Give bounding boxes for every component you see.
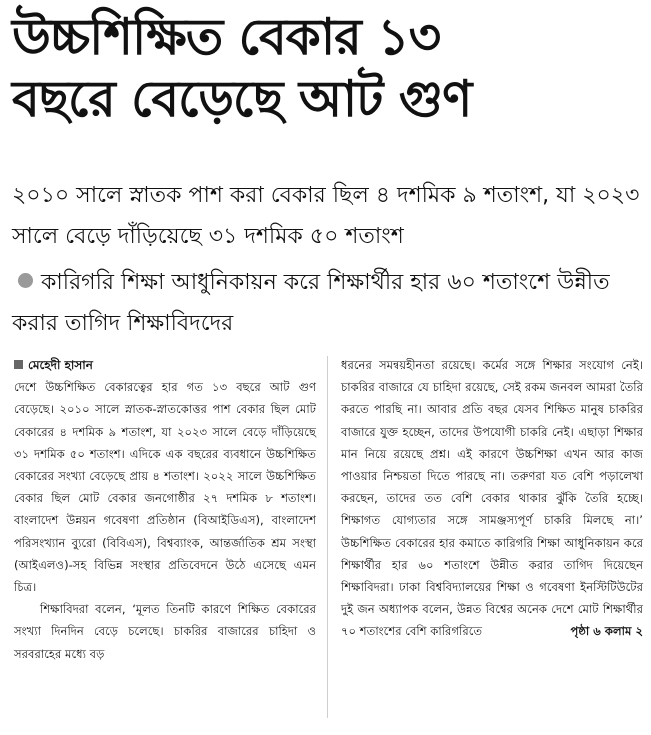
column-divider [327,356,328,718]
byline-text: মেহেদী হাসান [28,358,93,372]
paragraph-2: শিক্ষাবিদরা বলেন, ‘মূলত তিনটি কারণে শিক্ষিত বেকারের সংখ্যা দিনদিন বেড়ে চলেছে। চাকরির বাজারের চাহিদা ও সরবরাহের মধ্যে বড় [14,602,316,661]
article-column-right [341,354,643,643]
byline [14,354,316,376]
subheadline-1: ২০১০ সালে স্নাতক পাশ করা বেকার ছিল ৪ দশমিক ৯ শতাংশ, যা ২০২৩ সালে বেড়ে দাঁড়িয়েছে ৩১ দশমিক ৫০ শতাংশ [12,183,640,249]
square-bullet-icon [14,360,23,369]
subheadline-2 [12,262,642,344]
paragraph-1: দেশে উচ্চশিক্ষিত বেকারত্বের হার গত ১৩ বছরে আট গুণ বেড়েছে। ২০১০ সালে স্নাতক-স্নাতকোত্তর পাশ বেকার ছিল মোট বেকারের ৪ দশমিক ৯ শতাংশ, যা ২০২৩ সালে বেড়ে দাঁড়িয়েছে ৩১ দশমিক ৫০ শতাংশ। এদিকে এক বছরের ব্যবধানে উচ্চশিক্ষিত বেকারের সংখ্যা বেড়েছে প্রায় ৪ শতাংশ। ২০২২ সালে উচ্চশিক্ষিত বেকার ছিল মোট বেকার জনগোষ্ঠীর ২৭ দশমিক ৮ শতাংশ। বাংলাদেশ উন্নয়ন গবেষণা প্রতিষ্ঠান (বিআইডিএস), বাংলাদেশ পরিসংখ্যান ব্যুরো (বিবিএস), বিশ্বব্যাংক, আন্তর্জাতিক শ্রম সংস্থা (আইএলও)-সহ বিভিন্ন সংস্থার প্রতিবেদনে উঠে এসেছে এমন চিত্র। [14,380,316,595]
paragraph-3 [341,354,643,643]
headline [12,6,642,130]
bullet-icon [18,273,33,288]
paragraph-3-text: ধরনের সমন্বয়হীনতা রয়েছে। কর্মের সঙ্গে শিক্ষার সংযোগ নেই। চাকরির বাজারে যে চাহিদা রয়েছে, সেই রকম জনবল আমরা তৈরি করতে পারছি না। আবার প্রতি বছর যেসব শিক্ষিত মানুষ চাকরির বাজারে যুক্ত হচ্ছেন, তাদের উপযোগী চাকরি নেই। এছাড়া শিক্ষার মান নিয়ে রয়েছে প্রশ্ন। এই কারণে উচ্চশিক্ষা এখন আর কাজ পাওয়ার নিশ্চয়তা দিতে পারছে না। তরুণরা যত বেশি পড়ালেখা করছেন, তাদের তত বেশি বেকার থাকার ঝুঁকি তৈরি হচ্ছে। শিক্ষাগত যোগ্যতার সঙ্গে সামঞ্জস্যপূর্ণ চাকরি মিলছে না।’ উচ্চশিক্ষিত বেকারের হার কমাতে কারিগরি শিক্ষা আধুনিকায়ন করে শিক্ষার্থীর হার ৬০ শতাংশে উন্নীত করার তাগিদ দিয়েছেন শিক্ষাবিদরা। ঢাকা বিশ্ববিদ্যালয়ের শিক্ষা ও গবেষণা ইনস্টিটিউটের দুই জন অধ্যাপক বলেন, উন্নত বিশ্বের অনেক দেশে মোট শিক্ষার্থীর ৭০ শতাংশের বেশি কারিগরিতে [341,358,643,639]
subheadline-2-text: কারিগরি শিক্ষা আধুনিকায়ন করে শিক্ষার্থীর হার ৬০ শতাংশে উন্নীত করার তাগিদ শিক্ষাবিদদের [12,270,610,336]
article-column-left [14,354,316,665]
headline-line-1: উচ্চশিক্ষিত বেকার ১৩ [12,8,441,66]
continuation-note: পৃষ্ঠা ৬ কলাম ২ [570,624,643,639]
headline-line-2: বছরে বেড়েছে আট গুণ [12,70,472,128]
